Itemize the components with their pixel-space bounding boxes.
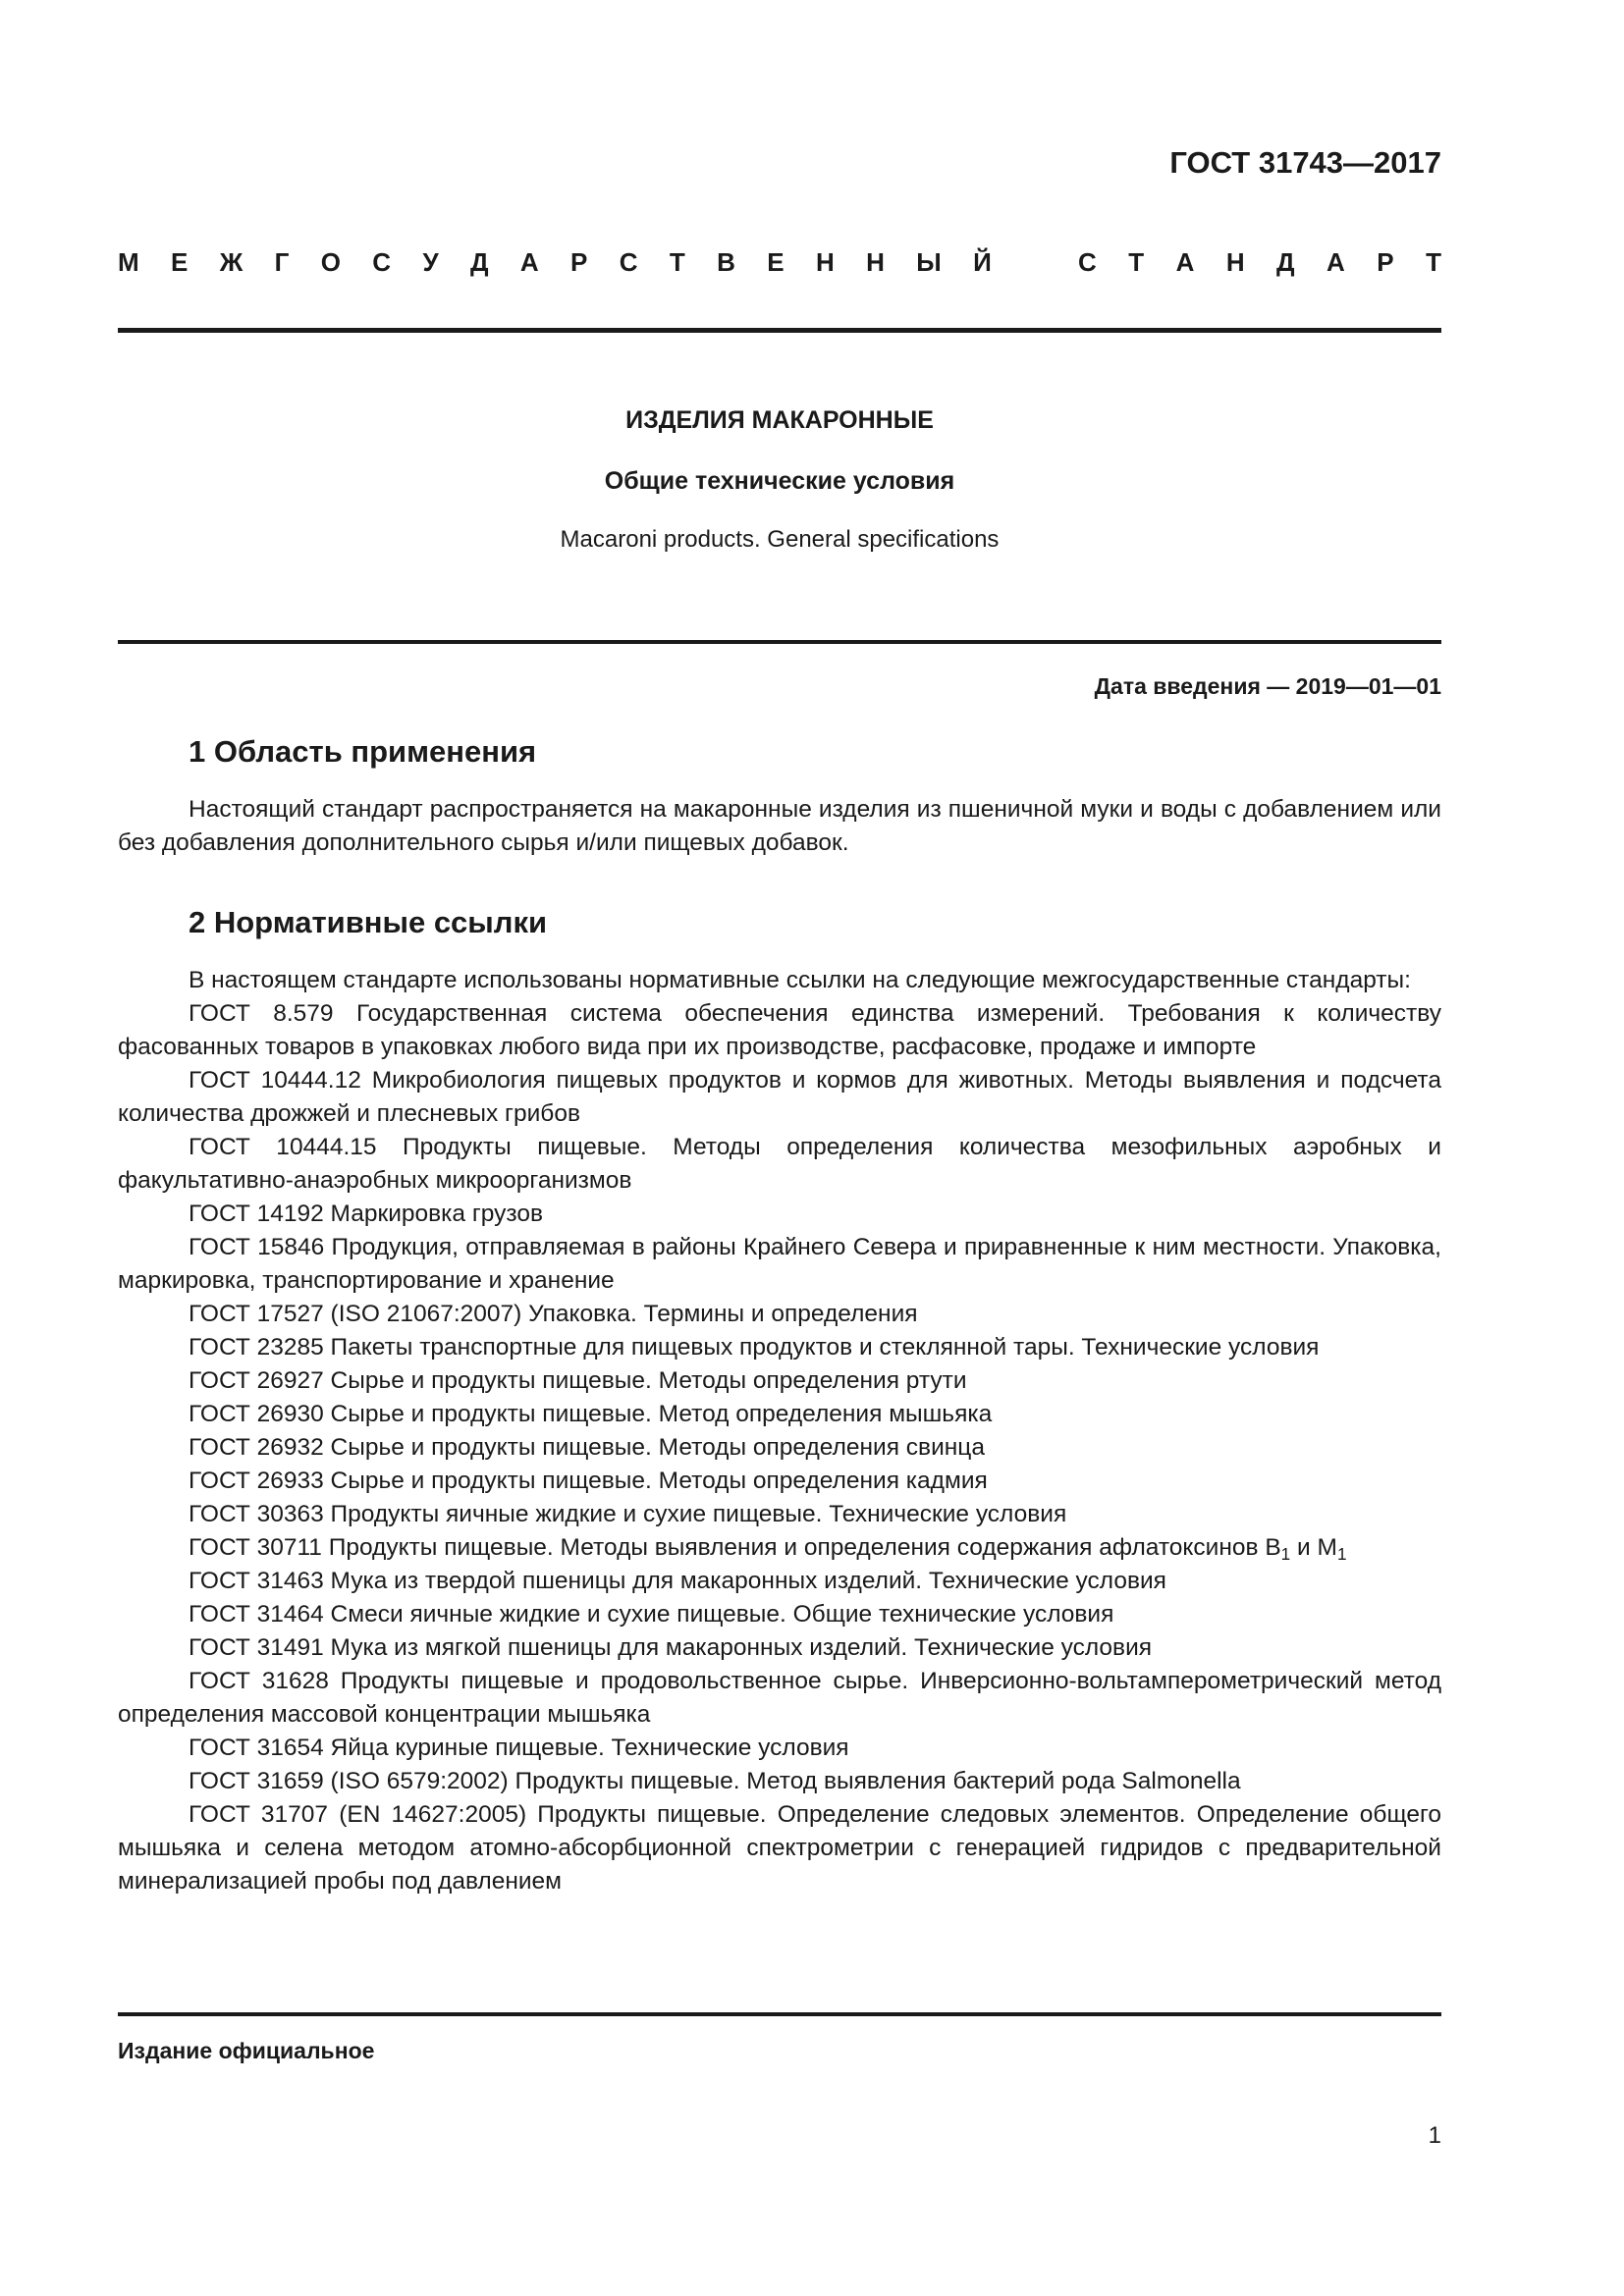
banner-word-interstate: М Е Ж Г О С У Д А Р С Т В Е Н Н Ы Й <box>118 247 992 277</box>
reference-item: ГОСТ 26927 Сырье и продукты пищевые. Методы определения ртути <box>189 1367 967 1394</box>
reference-item: ГОСТ 31464 Смеси яичные жидкие и сухие пищевые. Общие технические условия <box>189 1601 1114 1628</box>
reference-item: ГОСТ 31707 (EN 14627:2005) Продукты пищевые. Определение следовых элементов. Определение общего мышьяка и селена методом атомно-абсорбционной спектрометрии с генерацией гидридов с предварительной минерализацией пробы под давлением <box>118 1801 1441 1895</box>
interstate-standard-banner <box>118 247 1441 278</box>
section-2-intro: В настоящем стандарте использованы нормативные ссылки на следующие межгосударственные стандарты: <box>189 967 1411 993</box>
subscript-b: 1 <box>1280 1544 1291 1565</box>
reference-item: ГОСТ 10444.15 Продукты пищевые. Методы определения количества мезофильных аэробных и факультативно-анаэробных микроорганизмов <box>118 1134 1441 1194</box>
page-number: 1 <box>1428 2122 1441 2149</box>
reference-item: ГОСТ 26933 Сырье и продукты пищевые. Методы определения кадмия <box>189 1468 988 1494</box>
banner-word-standard: С Т А Н Д А Р Т <box>1078 247 1441 277</box>
document-title: ИЗДЕЛИЯ МАКАРОННЫЕ <box>625 406 934 434</box>
footer-divider <box>118 2012 1441 2016</box>
reference-item: ГОСТ 15846 Продукция, отправляемая в районы Крайнего Севера и приравненные к ним местности. Упаковка, маркировка, транспортирование и хранение <box>118 1234 1441 1294</box>
reference-30711-text: ГОСТ 30711 Продукты пищевые. Методы выявления и определения содержания афлатоксинов B <box>189 1534 1281 1561</box>
title-divider <box>118 640 1441 644</box>
header-divider <box>118 328 1441 333</box>
section-2-body <box>118 964 1441 1898</box>
subscript-m: 1 <box>1336 1544 1347 1565</box>
reference-item: ГОСТ 26930 Сырье и продукты пищевые. Метод определения мышьяка <box>189 1401 993 1427</box>
reference-item: ГОСТ 17527 (ISO 21067:2007) Упаковка. Термины и определения <box>189 1301 918 1327</box>
reference-30711-mid: и M <box>1290 1534 1337 1561</box>
document-subtitle: Общие технические условия <box>604 467 955 495</box>
reference-item: ГОСТ 23285 Пакеты транспортные для пищевых продуктов и стеклянной тары. Технические условия <box>189 1334 1320 1361</box>
section-1-heading: 1 Область применения <box>189 734 537 769</box>
references-list <box>118 997 1441 1531</box>
reference-item: ГОСТ 8.579 Государственная система обеспечения единства измерений. Требования к количеству фасованных товаров в упаковках любого вида при их производстве, расфасовке, продаже и импорте <box>118 1000 1441 1060</box>
document-number: ГОСТ 31743—2017 <box>1169 145 1441 180</box>
document-title-english: Macaroni products. General specifications <box>560 526 1000 553</box>
reference-item: ГОСТ 26932 Сырье и продукты пищевые. Методы определения свинца <box>189 1434 985 1461</box>
reference-item: ГОСТ 30363 Продукты яичные жидкие и сухие пищевые. Технические условия <box>189 1501 1067 1527</box>
section-2-heading: 2 Нормативные ссылки <box>189 905 548 939</box>
reference-item-30711 <box>118 1531 1441 1565</box>
reference-item: ГОСТ 31659 (ISO 6579:2002) Продукты пищевые. Метод выявления бактерий рода Salmonella <box>189 1768 1241 1794</box>
reference-item: ГОСТ 31491 Мука из мягкой пшеницы для макаронных изделий. Технические условия <box>189 1634 1153 1661</box>
document-page <box>118 0 1441 2296</box>
section-1-paragraph: Настоящий стандарт распространяется на макаронные изделия из пшеничной муки и воды с добавлением или без добавления дополнительного сырья и/или пищевых добавок. <box>118 796 1441 856</box>
official-edition-label: Издание официальное <box>118 2038 375 2063</box>
section-1-body <box>118 793 1441 860</box>
reference-item: ГОСТ 31654 Яйца куриные пищевые. Технические условия <box>189 1735 849 1761</box>
references-list-continued <box>118 1565 1441 1898</box>
reference-item: ГОСТ 10444.12 Микробиология пищевых продуктов и кормов для животных. Методы выявления и подсчета количества дрожжей и плесневых грибов <box>118 1067 1441 1127</box>
reference-item: ГОСТ 31628 Продукты пищевые и продовольственное сырье. Инверсионно-вольтамперометрический метод определения массовой концентрации мышьяка <box>118 1668 1441 1728</box>
reference-item: ГОСТ 14192 Маркировка грузов <box>189 1201 543 1227</box>
introduction-date: Дата введения — 2019—01—01 <box>1094 673 1441 699</box>
reference-item: ГОСТ 31463 Мука из твердой пшеницы для макаронных изделий. Технические условия <box>189 1568 1166 1594</box>
